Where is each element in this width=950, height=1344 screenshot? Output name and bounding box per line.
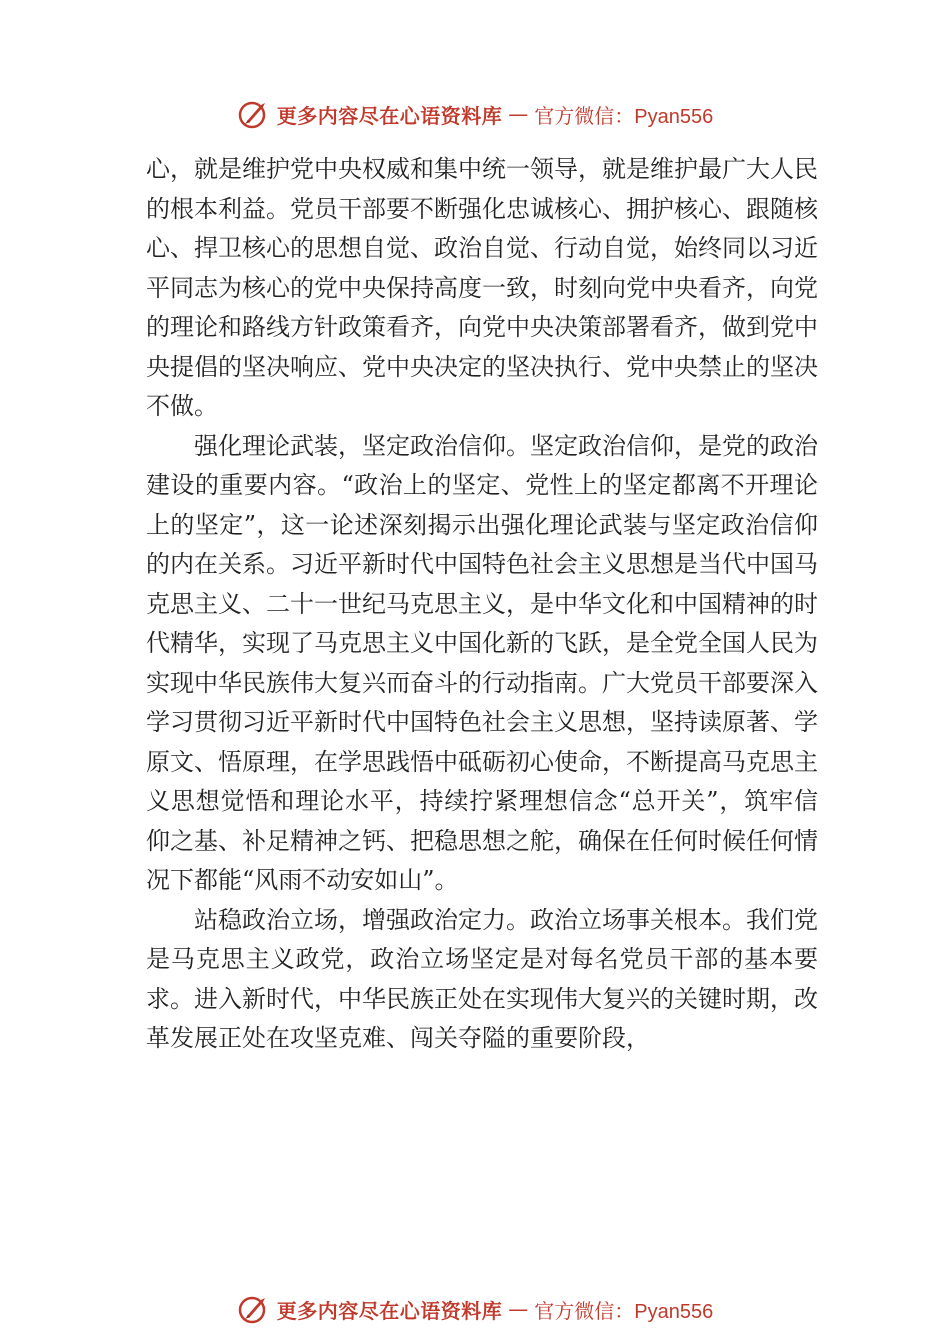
footer-banner-separator: — (508, 1297, 529, 1321)
footer-banner-title: 更多内容尽在心语资料库 (276, 1298, 503, 1323)
banner-title: 更多内容尽在心语资料库 (276, 103, 503, 128)
document-body (146, 150, 818, 1059)
paragraph-continuation: 心，就是维护党中央权威和集中统一领导，就是维护最广大人民的根本利益。党员干部要不断强化忠诚核心、拥护核心、跟随核心、捍卫核心的思想自觉、政治自觉、行动自觉，始终同以习近平同志为核心的党中央保持高度一致，时刻向党中央看齐，向党的理论和路线方针政策看齐，向党中央决策部署看齐，做到党中央提倡的坚决响应、党中央决定的坚决执行、党中央禁止的坚决不做。 (146, 155, 818, 420)
banner-separator: — (508, 102, 529, 126)
footer-banner (0, 1289, 950, 1329)
header-banner (0, 94, 950, 134)
pen-nib-icon (237, 97, 271, 131)
paragraph-theory: 强化理论武装，坚定政治信仰。坚定政治信仰，是党的政治建设的重要内容。“政治上的坚定、党性上的坚定都离不开理论上的坚定”，这一论述深刻揭示出强化理论武装与坚定政治信仰的内在关系。习近平新时代中国特色社会主义思想是当代中国马克思主义、二十一世纪马克思主义，是中华文化和中国精神的时代精华，实现了马克思主义中国化新的飞跃，是全党全国人民为实现中华民族伟大复兴而奋斗的行动指南。广大党员干部要深入学习贯彻习近平新时代中国特色社会主义思想，坚持读原著、学原文、悟原理，在学思践悟中砥砺初心使命，不断提高马克思主义思想觉悟和理论水平，持续拧紧理想信念“总开关”，筑牢信仰之基、补足精神之钙、把稳思想之舵，确保在任何时候任何情况下都能“风雨不动安如山”。 (146, 431, 818, 894)
footer-banner-wechat: 官方微信：Pyan556 (534, 1300, 714, 1323)
pen-nib-icon (237, 1292, 271, 1326)
paragraph-stance: 站稳政治立场，增强政治定力。政治立场事关根本。我们党是马克思主义政党，政治立场坚定是对每名党员干部的基本要求。进入新时代，中华民族正处在实现伟大复兴的关键时期，改革发展正处在攻坚克难、闯关夺隘的重要阶段， (146, 905, 818, 1052)
banner-wechat: 官方微信：Pyan556 (534, 105, 714, 128)
